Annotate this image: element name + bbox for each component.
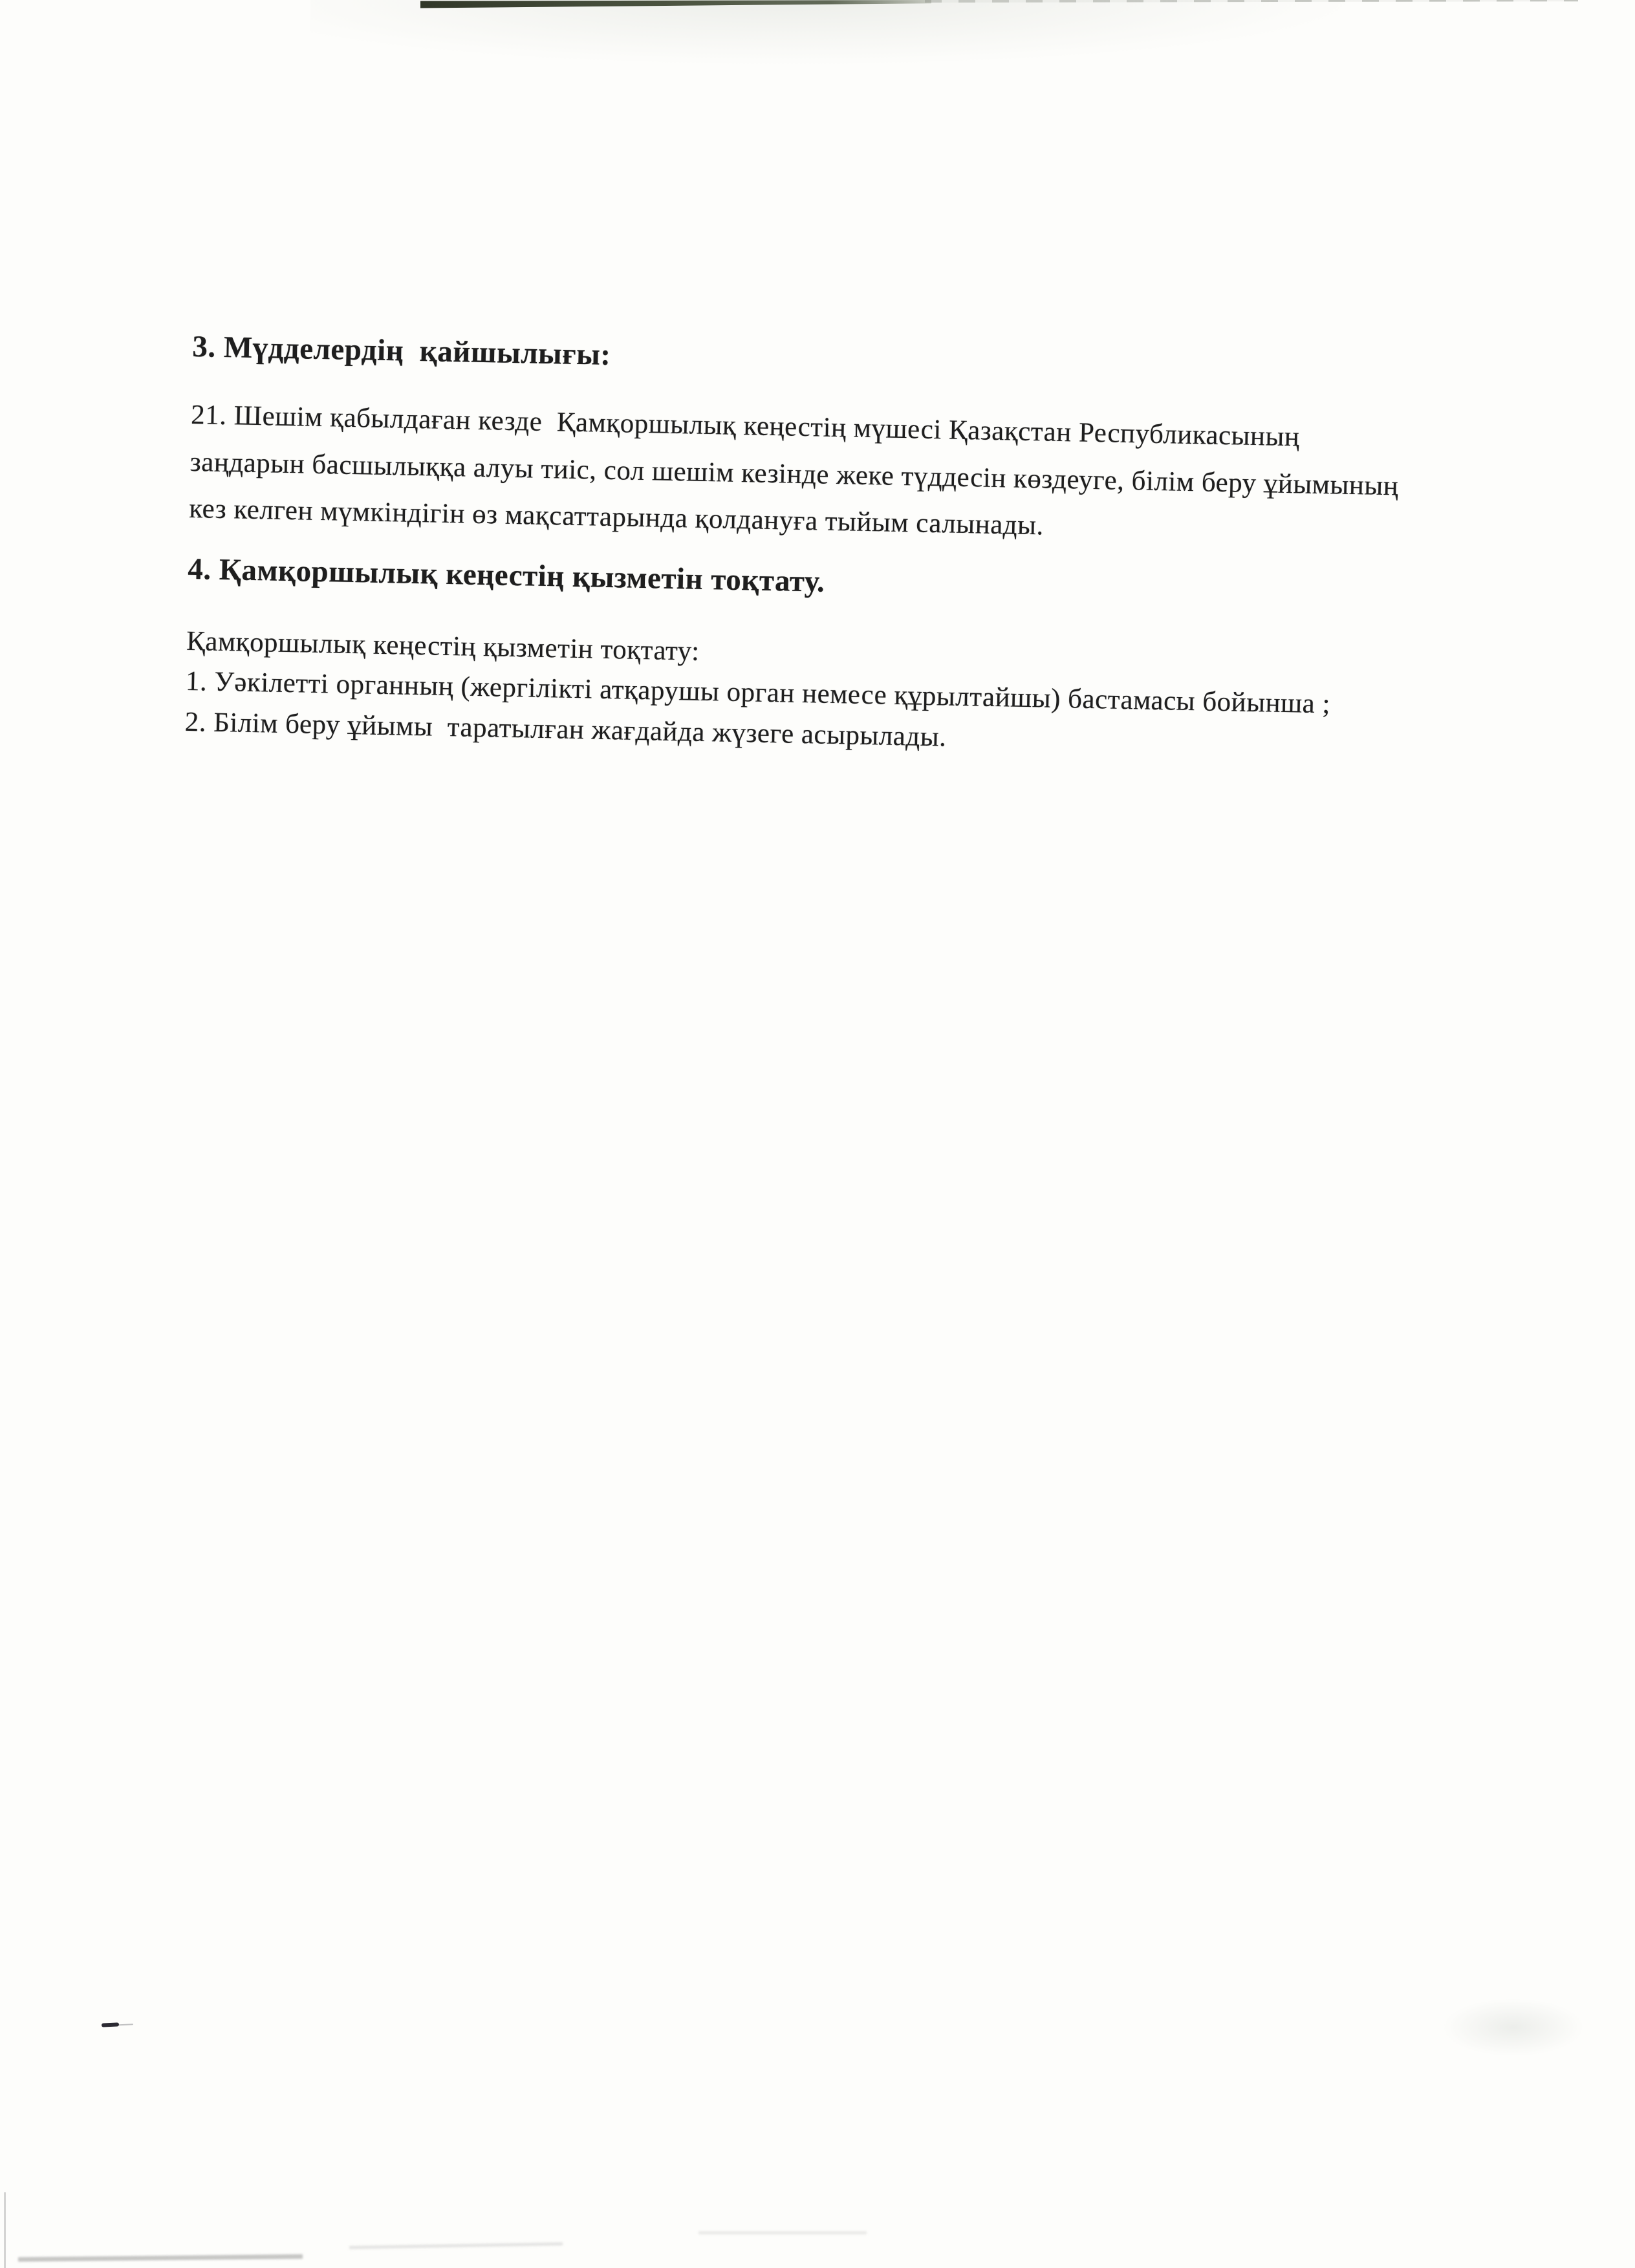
section3-heading: 3. Мүдделердің қайшылығы: bbox=[191, 329, 612, 372]
section3-paragraph-line-2: заңдарын басшылыққа алуы тиіс, сол шешім кезінде жеке түддесін көздеуге, білім беру ұйымының bbox=[189, 446, 1399, 502]
section4-list-item-1: 1. Уәкілетті органның (жергілікті атқарушы орган немесе құрылтайшы) бастамасы бойынша ; bbox=[185, 665, 1331, 720]
section4-list-item-2: 2. Білім беру ұйымы таратылған жағдайда жүзеге асырылады. bbox=[184, 706, 947, 753]
scan-left-edge-line bbox=[4, 2192, 6, 2268]
section3-paragraph-line-3: кез келген мүмкіндігін өз мақсаттарында қолдануға тыйым салынады. bbox=[188, 493, 1045, 541]
section4-heading: 4. Қамқоршылық кеңестің қызметін тоқтату. bbox=[187, 552, 825, 599]
scan-top-edge-strip bbox=[420, 0, 931, 8]
scan-top-smudge bbox=[310, 0, 1572, 97]
section4-intro-line: Қамқоршылық кеңестің қызметін тоқтату: bbox=[186, 625, 700, 667]
scan-bottom-smudge bbox=[349, 2242, 563, 2249]
scan-noise-patch bbox=[1442, 1998, 1585, 2057]
section3-paragraph-line-1: 21. Шешім қабылдаған кезде Қамқоршылық кеңестің мүшесі Қазақстан Республикасының bbox=[190, 399, 1300, 453]
stray-dash-mark bbox=[102, 2022, 119, 2027]
scan-bottom-smudge bbox=[698, 2231, 867, 2234]
scan-top-edge-strip-faint bbox=[925, 0, 1578, 3]
document-text-block bbox=[184, 327, 1577, 753]
scan-bottom-smudge bbox=[18, 2254, 303, 2262]
